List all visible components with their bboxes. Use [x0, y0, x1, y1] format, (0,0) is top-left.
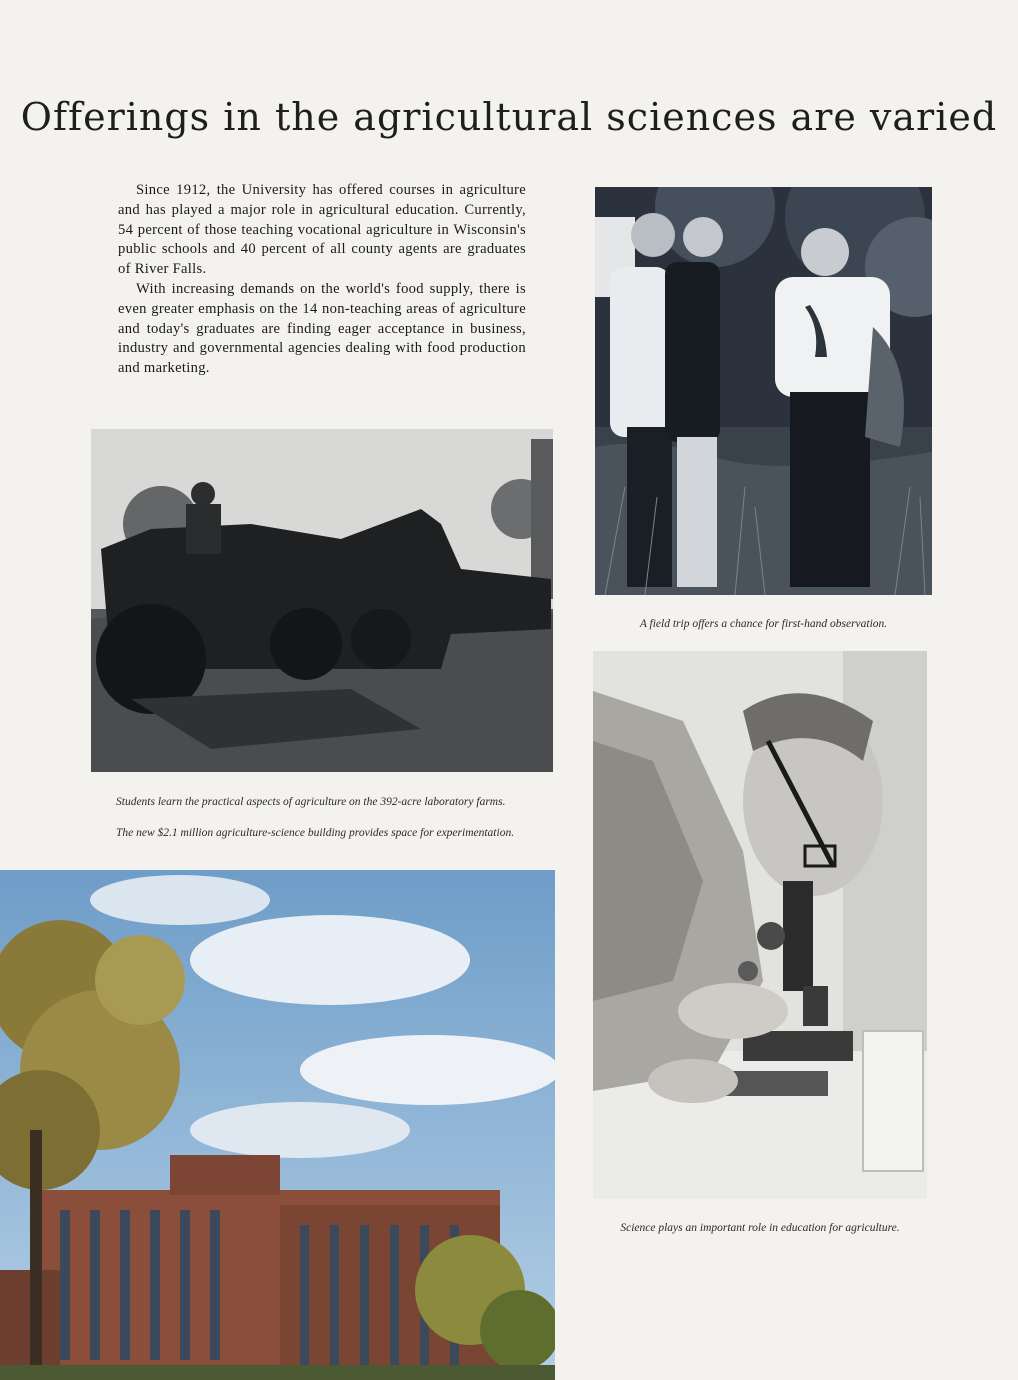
building-caption: The new $2.1 million agriculture-science building provides space for experimentation.	[116, 827, 515, 839]
page-title: Offerings in the agricultural sciences are varied	[20, 95, 998, 139]
tractor-photo	[91, 429, 553, 772]
building-photo	[0, 870, 555, 1380]
farms-caption: Students learn the practical aspects of agriculture on the 392-acre laboratory farms.	[116, 796, 506, 808]
field-trip-photo	[595, 187, 932, 595]
science-caption: Science plays an important role in education for agriculture.	[620, 1222, 900, 1234]
field-trip-caption: A field trip offers a chance for first-hand observation.	[639, 618, 888, 630]
microscope-photo	[593, 651, 927, 1199]
intro-text	[118, 181, 526, 379]
paragraph-2: With increasing demands on the world's food supply, there is even greater emphasis on the 14 non-teaching areas of agriculture and today's graduates are finding eager acceptance in business, industry and governmental agencies dealing with food production and marketing.	[118, 280, 526, 377]
paragraph-1: Since 1912, the University has offered courses in agriculture and has played a major role in agricultural education. Currently, 54 percent of those teaching vocational agriculture in Wisconsin's public schools and 40 percent of all county agents are graduates of River Falls.	[118, 182, 526, 278]
